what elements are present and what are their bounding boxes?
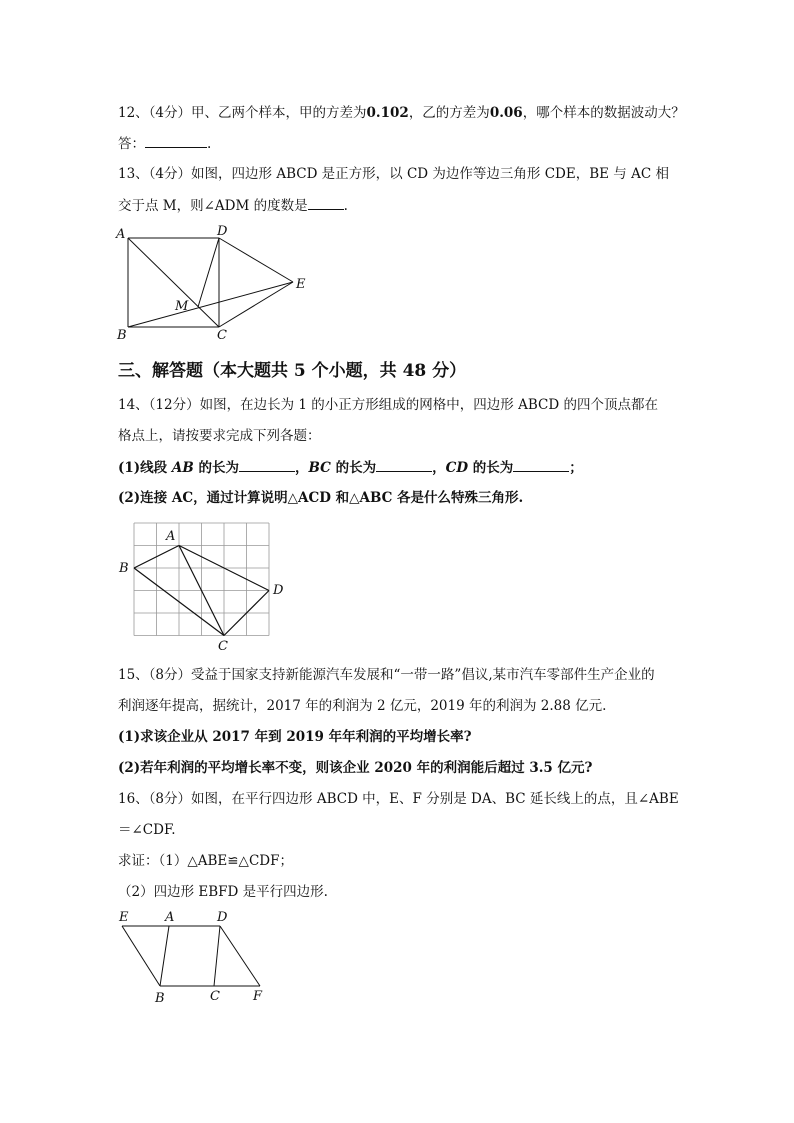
label-a: A — [166, 529, 176, 544]
segment-dc — [214, 926, 220, 986]
label-m: M — [175, 299, 189, 314]
q16-part2: （2）四边形 EBFD 是平行四边形. — [118, 884, 328, 900]
segment-dm — [198, 238, 219, 307]
segment-ce — [219, 282, 293, 327]
label-a: A — [165, 910, 175, 925]
q15-part2: (2)若年利润的平均增长率不变，则该企业 2020 年的利润能后超过 3.5 亿元? — [118, 760, 593, 776]
q14-grid-figure — [116, 520, 296, 655]
segment-de — [219, 238, 293, 282]
q14-part2: (2)连接 AC，通过计算说明△ACD 和△ABC 各是什么特殊三角形. — [118, 490, 524, 506]
q12-line1: 12、（4分）甲、乙两个样本，甲的方差为0.102，乙的方差为0.06，哪个样本的数据波动大？ — [118, 105, 685, 121]
label-d: D — [217, 224, 228, 239]
q13-figure — [112, 222, 322, 346]
label-b: B — [155, 991, 165, 1006]
label-e: E — [119, 910, 129, 925]
label-b: B — [119, 561, 129, 576]
segment-df — [220, 926, 260, 986]
answer-blank[interactable] — [376, 458, 432, 472]
label-d: D — [273, 583, 284, 598]
q14-line1: 14、（12分）如图，在边长为 1 的小正方形组成的网格中，四边形 ABCD 的四个顶点都在 — [118, 397, 658, 413]
q14-part1: (1)线段 AB 的长为 ，BC 的长为 ，CD 的长为 ； — [118, 460, 583, 476]
answer-blank[interactable] — [308, 196, 344, 210]
q16-line1: 16、（8分）如图，在平行四边形 ABCD 中，E、F 分别是 DA、BC 延长线上的点，且∠ABE — [118, 791, 679, 807]
label-c: C — [210, 989, 220, 1004]
q13-line2: 交于点 M，则∠ADM 的度数是 . — [118, 198, 348, 214]
answer-blank[interactable] — [239, 458, 295, 472]
label-f: F — [253, 989, 263, 1004]
q14-line2: 格点上，请按要求完成下列各题： — [118, 428, 321, 444]
q15-part1: (1)求该企业从 2017 年到 2019 年年利润的平均增长率? — [118, 729, 472, 745]
q16-prove: 求证：（1）△ABE≌△CDF； — [118, 853, 293, 869]
q16-line2: ＝∠CDF. — [118, 822, 176, 838]
q12-answer-line: 答： . — [118, 136, 212, 152]
label-c: C — [217, 328, 227, 343]
label-e: E — [296, 277, 306, 292]
segment-ab — [160, 926, 169, 986]
q15-line1: 15、（8分）受益于国家支持新能源汽车发展和“一带一路”倡议,某市汽车零部件生产企业的 — [118, 667, 655, 683]
segment-eb — [122, 926, 160, 986]
q16-figure — [110, 906, 280, 1008]
segment-be — [128, 282, 293, 327]
label-a: A — [116, 227, 126, 242]
q13-line1: 13、（4分）如图，四边形 ABCD 是正方形，以 CD 为边作等边三角形 CDE，BE 与 AC 相 — [118, 166, 669, 182]
label-b: B — [117, 328, 127, 343]
answer-blank[interactable] — [145, 134, 207, 148]
section-3-heading: 三、解答题（本大题共 5 个小题，共 48 分） — [118, 361, 467, 381]
answer-blank[interactable] — [513, 458, 569, 472]
label-c: C — [218, 639, 228, 654]
label-d: D — [217, 910, 228, 925]
q15-line2: 利润逐年提高，据统计，2017 年的利润为 2 亿元，2019 年的利润为 2.88 亿元. — [118, 698, 607, 714]
